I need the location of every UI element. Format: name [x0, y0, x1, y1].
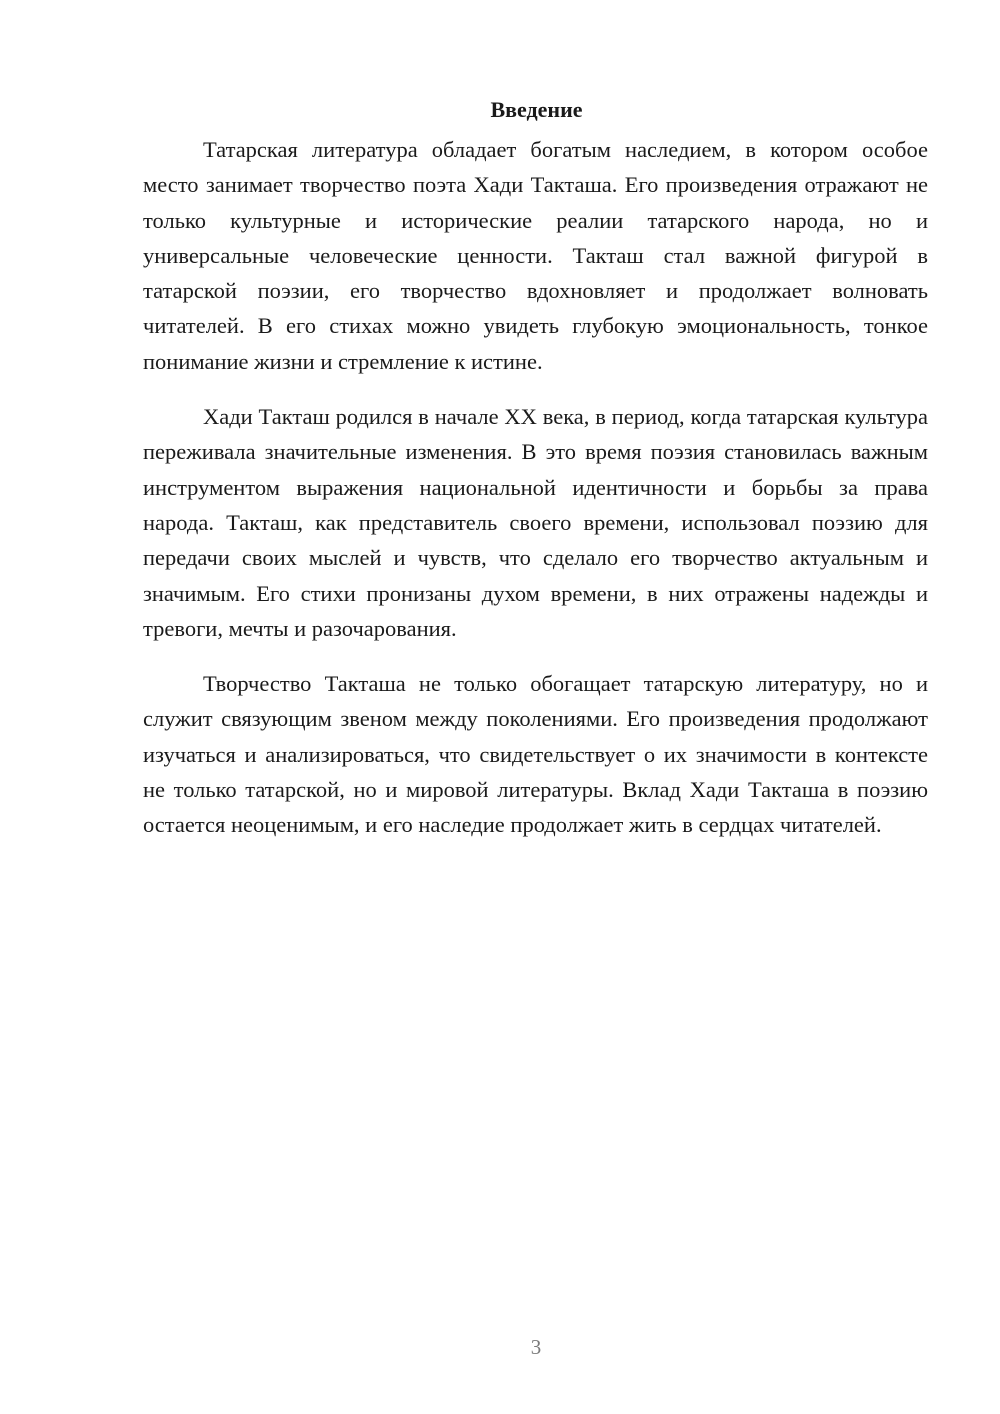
paragraph-1: Татарская литература обладает богатым наследием, в котором особое место занимает творчество поэта Хади Такташа. Его произведения отражают не только культурные и исторические реалии татарского народа, но и универсальные человеческие ценности. Такташ стал важной фигурой в татарской поэзии, его творчество вдохновляет и продолжает волновать читателей. В его стихах можно увидеть глубокую эмоциональность, тонкое понимание жизни и стремление к истине. — [143, 137, 928, 374]
paragraph-3: Творчество Такташа не только обогащает татарскую литературу, но и служит связующим звеном между поколениями. Его произведения продолжают изучаться и анализироваться, что свидетельствует о их значимости в контексте не только татарской, но и мировой литературы. Вклад Хади Такташа в поэзию остается неоценимым, и его наследие продолжает жить в сердцах читателей. — [143, 671, 928, 838]
page-content — [143, 92, 928, 863]
section-heading: Введение — [490, 97, 583, 122]
page-number: 3 — [530, 1335, 542, 1359]
paragraph-2: Хади Такташ родился в начале XX века, в период, когда татарская культура переживала значительные изменения. В это время поэзия становилась важным инструментом выражения национальной идентичности и борьбы за права народа. Такташ, как представитель своего времени, использовал поэзию для передачи своих мыслей и чувств, что сделало его творчество актуальным и значимым. Его стихи пронизаны духом времени, в них отражены надежды и тревоги, мечты и разочарования. — [143, 404, 928, 641]
